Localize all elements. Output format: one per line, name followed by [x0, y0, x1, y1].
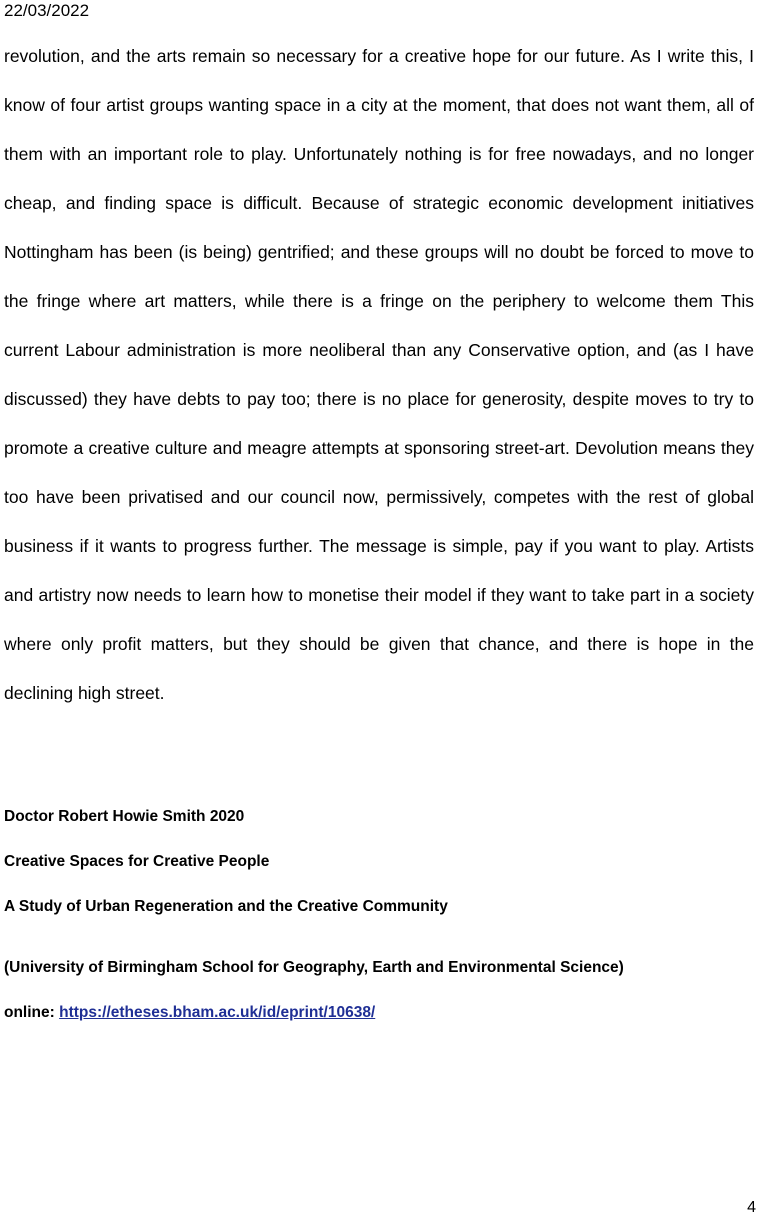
header-date: 22/03/2022 [4, 1, 90, 20]
page-number: 4 [747, 1199, 756, 1216]
online-label: online: [4, 1004, 60, 1021]
reference-title: Creative Spaces for Creative People [4, 853, 270, 870]
body-paragraph: revolution, and the arts remain so necessary for a creative hope for our future. As I write this, I know of four artist groups wanting space in a city at the moment, that does not want them, all of them with an important role to play. Unfortunately nothing is for free nowadays, and no longer cheap, and finding space is difficult. Because of strategic economic development initiatives Nottingham has been (is being) gentrified; and these groups will no doubt be forced to move to the fringe where art matters, while there is a fringe on the periphery to welcome them This current Labour administration is more neoliberal than any Conservative option, and (as I have discussed) they have debts to pay too; there is no place for generosity, despite moves to try to promote a creative culture and meagre attempts at sponsoring street-art. Devolution means they too have been privatised and our council now, permissively, competes with the rest of global business if it wants to progress further. The message is simple, pay if you want to play. Artists and artistry now needs to learn how to monetise their model if they want to take part in a society where only profit matters, but they should be given that chance, and there is hope in the declining high street. [4, 46, 754, 703]
thesis-link[interactable]: https://etheses.bham.ac.uk/id/eprint/10638/ [59, 1004, 376, 1021]
reference-author: Doctor Robert Howie Smith 2020 [4, 808, 245, 825]
reference-subtitle: A Study of Urban Regeneration and the Creative Community [4, 898, 448, 915]
reference-online [4, 1003, 375, 1023]
reference-institution: (University of Birmingham School for Geography, Earth and Environmental Science) [4, 959, 624, 976]
